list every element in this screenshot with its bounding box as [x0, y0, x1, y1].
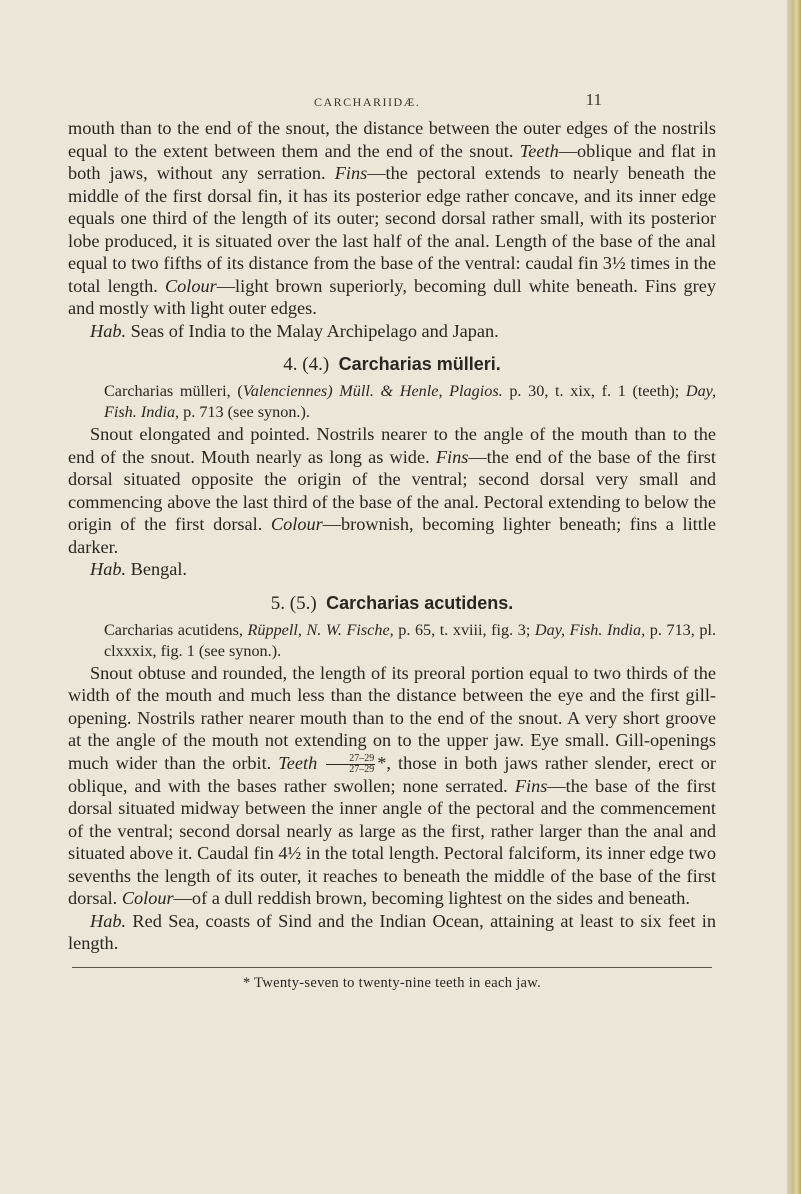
paragraph-continued: mouth than to the end of the snout, the distance between the outer edges of the nostrils equal to the extent between them and the end of the snout. Teeth—oblique and flat in both jaws, without any serration. Fins—the pectoral extends to nearly beneath the middle of the first dorsal fin, it has its posterior edge rather concave, and its inner edge equals one third of the length of its outer; second dorsal rather small, with its posterior lobe produced, it is situated over the last half of the anal. Length of the base of the anal equal to two fifths of its distance from the base of the ventral: caudal fin 3½ times in the total length. Colour—light brown superiorly, becoming dull white beneath. Fins grey and mostly with light outer edges. [68, 118, 717, 318]
species-description: Snout obtuse and rounded, the length of its preoral portion equal to two thirds of the width of the mouth and much less than the distance between the eye and the first gill-opening. Nostrils rather nearer mouth than to the end of the snout. A very short groove at the angle of the mouth not extending on to the upper jaw. Eye small. Gill-openings much wider than the orbit. Teeth $\frac{27-29}{27-29}$ *, those in both jaws rather slender, erect or oblique, and with the bases rather swollen; none serrated. Fins—the base of the first dorsal situated midway between the inner angle of the pectoral and the commencement of the ventral; second dorsal nearly as large as the first, rather larger than the anal and situated above it. Caudal fin 4½ in the total length. Pectoral falciform, its inner edge two sevenths the length of its outer, it reaches to beneath the middle of the base of the first dorsal. Colour—of a dull reddish brown, becoming lightest on the sides and beneath. [68, 662, 716, 909]
running-head: CARCHARIIDÆ. [314, 95, 421, 109]
species-heading: 5. (5.) Carcharias acutidens. [270, 592, 514, 614]
page-number: 11 [585, 90, 602, 109]
colour-label: Colour [164, 275, 217, 296]
species-heading: 4. (4.) Carcharias mülleri. [283, 354, 501, 375]
synonymy: Carcharias acutidens, Rüppell, N. W. Fische, p. 65, t. xviii, fig. 3; Day, Fish. India, p. 713, pl. clxxxix, fig. 1 (see synon.). [104, 620, 717, 660]
fins-label: Fins [334, 163, 368, 183]
habitat-line: Hab. Red Sea, coasts of Sind and the Indian Ocean, attaining at least to six feet in length. [68, 910, 716, 954]
habitat-line: Hab. Bengal. [90, 559, 187, 579]
footnote: * Twenty-seven to twenty-nine teeth in each jaw. [242, 974, 542, 991]
page-header [222, 92, 602, 114]
teeth-label: Teeth [519, 140, 559, 161]
page-edge [787, 0, 801, 1194]
species-description: Snout elongated and pointed. Nostrils nearer to the angle of the mouth than to the end of the snout. Mouth nearly as long as wide. Fins—the end of the base of the first dorsal situated opposite the origin of the ventral; second dorsal very small and commencing above the last third of the base of the anal. Pectoral extending to below the origin of the first dorsal. Colour—brownish, becoming lighter beneath; fins a little darker. [68, 424, 716, 557]
footnote-marker: * [377, 752, 387, 773]
footnote-rule [72, 967, 712, 968]
teeth-formula: $\frac{27-29}{27-29}$ [326, 754, 375, 775]
synonymy: Carcharias mülleri, (Valenciennes) Müll. & Henle, Plagios. p. 30, t. xix, f. 1 (teeth); Day, Fish. India, p. 713 (see synon.). [104, 382, 716, 421]
habitat-line: Hab. Seas of India to the Malay Archipelago and Japan. [90, 320, 499, 341]
page-body [68, 117, 716, 992]
